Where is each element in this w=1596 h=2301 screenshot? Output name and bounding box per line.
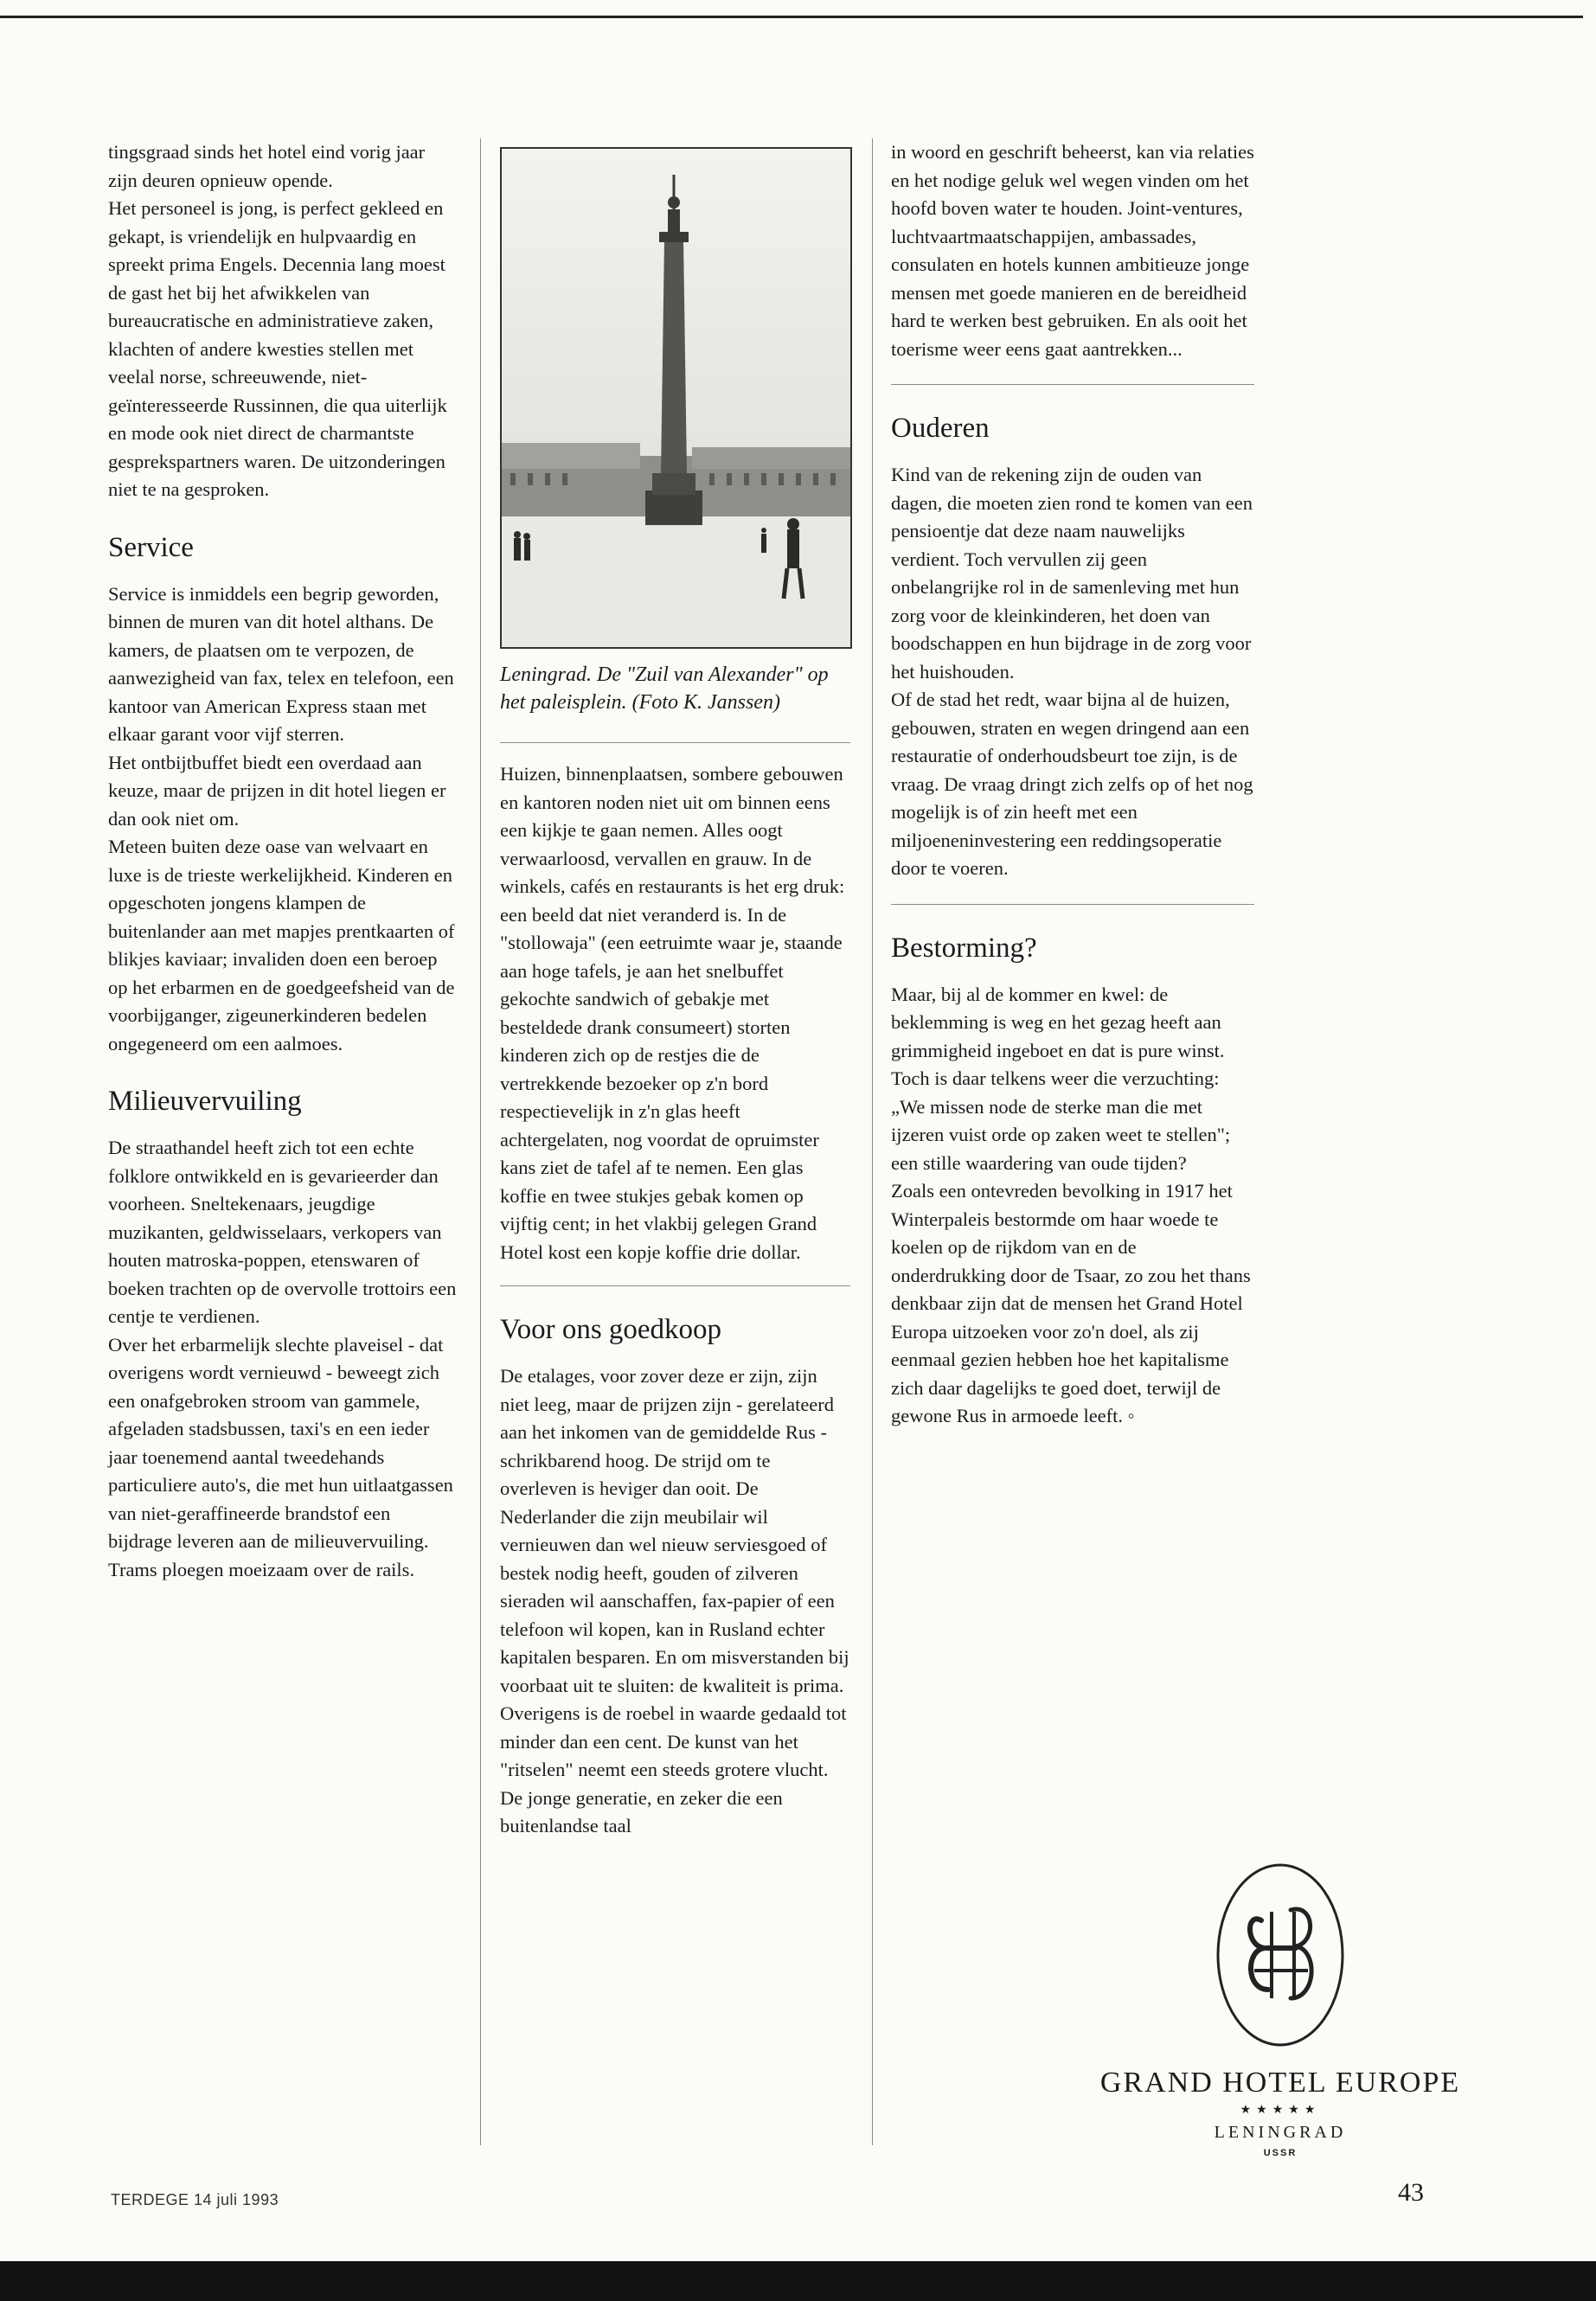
caption-rule bbox=[500, 742, 850, 743]
column-rule bbox=[480, 138, 481, 2145]
paragraph: Of de stad het redt, waar bijna al de huizen, gebouwen, straten en wegen dringend aan een restauratie of onderhoudsbeurt toe zijn, is de vraag. De vraag dringt zich zelfs op of het nog mogelijk is of zin heeft met een miljoeneninvestering een reddingsoperatie door te voeren. bbox=[891, 689, 1253, 879]
paragraph: Over het erbarmelijk slechte plaveisel - dat overigens wordt vernieuwd - beweegt zich een onafgebroken stroom van gammele, afgeladen stadsbussen, taxi's en een ieder jaar toenemend aantal tweedehands particuliere auto's, die met hun uitlaatgassen van niet-geraffineerde brandstof een bijdrage leveren aan de milieuvervuiling. Trams ploegen moeizaam over de rails. bbox=[108, 1333, 453, 1580]
photo-alexander-column bbox=[500, 147, 852, 649]
paragraph: Zoals een ontevreden bevolking in 1917 het Winterpaleis bestormde om haar woede te koelen op de rijkdom van en de onderdrukking door de Tsaar, zo zou het thans denkbaar zijn dat de mensen het Grand Hotel Europa uitzoeken voor zo'n doel, als zij eenmaal gezien hebben hoe het kapitalisme zich daar dagelijks te goed doet, terwijl de gewone Rus in armoede leeft. ◦ bbox=[891, 1180, 1251, 1426]
page-number: 43 bbox=[1398, 2178, 1424, 2207]
section-heading-voor-ons-goedkoop: Voor ons goedkoop bbox=[500, 1314, 722, 1345]
top-rule bbox=[0, 16, 1583, 18]
paragraph: in woord en geschrift beheerst, kan via relaties en het nodige geluk wel wegen vinden om het hoofd boven water te houden. Joint-ventures, luchtvaartmaatschappijen, ambassades, consulaten en hotels kunnen ambitieuze jonge mensen met goede manieren en de bereidheid hard te werken best gebruiken. En als ooit het toerisme weer eens gaat aantrekken... bbox=[891, 141, 1254, 360]
section-rule bbox=[891, 384, 1254, 385]
section-rule bbox=[500, 1285, 850, 1286]
column-3 bbox=[891, 138, 1254, 1431]
section-heading-ouderen: Ouderen bbox=[891, 413, 990, 444]
paragraph: Het ontbijtbuffet biedt een overdaad aan keuze, maar de prijzen in dit hotel liegen er dan ook niet om. bbox=[108, 751, 446, 830]
column-1 bbox=[108, 138, 458, 1584]
section-heading-bestorming: Bestorming? bbox=[891, 932, 1037, 964]
logo-stars: ★★★★★ bbox=[1240, 2104, 1321, 2117]
section-rule bbox=[891, 904, 1254, 905]
logo-hotel-name: GRAND HOTEL EUROPE bbox=[1099, 2067, 1461, 2099]
logo-country: USSR bbox=[1263, 2148, 1298, 2158]
column-rule bbox=[872, 138, 873, 2145]
grand-hotel-europe-logo bbox=[1081, 1860, 1479, 2158]
bottom-bar bbox=[0, 2261, 1596, 2301]
section-heading-service: Service bbox=[108, 531, 194, 563]
paragraph: Service is inmiddels een begrip geworden, binnen de muren van dit hotel althans. De kamers, de plaatsen om te verpozen, de aanwezigheid van fax, telex en telefoon, een kantoor van American Express staan met elkaar garant voor vijf sterren. bbox=[108, 582, 454, 745]
paragraph: Maar, bij al de kommer en kwel: de beklemming is weg en het gezag heeft aan grimmigheid ingeboet en dat is pure winst. Toch is daar telkens weer die verzuchting: „We missen node de sterke man die met ijzeren vuist orde op zaken weet te stellen"; een stille waardering van oude tijden? bbox=[891, 983, 1231, 1174]
footer-publication: TERDEGE 14 juli 1993 bbox=[111, 2191, 279, 2208]
column-2 bbox=[500, 138, 850, 1841]
monogram-icon bbox=[1211, 1860, 1349, 2050]
paragraph: Het personeel is jong, is perfect gekleed en gekapt, is vriendelijk en hulpvaardig en spreekt prima Engels. Decennia lang moest de gast het bij het afwikkelen van bureaucratische en administratieve zaken, klachten of andere kwesties stellen met veelal norse, schreeuwende, niet-geïnteresseerde Russinnen, die qua uiterlijk en mode ook niet direct de charmantste gesprekspartners waren. De uitzonderingen niet te na gesproken. bbox=[108, 197, 447, 500]
paragraph: De etalages, voor zover deze er zijn, zijn niet leeg, maar de prijzen zijn - gerelateerd aan het inkomen van de gemiddelde Rus - schrikbarend hoog. De strijd om te overleven is heviger dan ooit. De Nederlander die zijn meubilair wil vernieuwen dan wel nieuw serviesgoed of bestek nodig heeft, gouden of zilveren sieraden wil aanschaffen, fax-papier of een telefoon wil kopen, kan in Rusland echter kapitalen besparen. En om misverstanden bij voorbaat uit te sluiten: de kwaliteit is prima. Overigens is de roebel in waarde gedaald tot minder dan een cent. De kunst van het "ritselen" neemt een steeds grotere vlucht. De jonge generatie, en zeker die een buitenlandse taal bbox=[500, 1365, 849, 1836]
paragraph: Meteen buiten deze oase van welvaart en luxe is de trieste werkelijkheid. Kinderen en opgeschoten jongens klampen de buitenlander aan met mapjes prentkaarten of blikjes kaviaar; invaliden doen een beroep op het erbarmen en de goedgeefsheid van de voorbijganger, zigeunerkinderen bedelen ongegeneerd om een aalmoes. bbox=[108, 836, 455, 1054]
paragraph: Kind van de rekening zijn de ouden van dagen, die moeten zien rond te komen van een pensioentje dat deze naam nauwelijks verdient. Toch vervullen zij geen onbelangrijke rol in de samenleving met hun zorg voor de kleinkinderen, het doen van boodschappen en hun bijdrage in de zorg voor het huishouden. bbox=[891, 464, 1253, 683]
section-heading-milieuvervuiling: Milieuvervuiling bbox=[108, 1086, 302, 1117]
paragraph: Huizen, binnenplaatsen, sombere gebouwen en kantoren noden niet uit om binnen eens een kijkje te gaan nemen. Alles oogt verwaarloosd, vervallen en grauw. In de winkels, cafés en restaurants is het erg druk: een beeld dat niet veranderd is. In de "stollowaja" (een eetruimte waar je, staande aan hoge tafels, je aan het snelbuffet gekochte sandwich of gebakje met besteldede drank consumeert) storten kinderen zich op de restjes die de vertrekkende bezoeker op z'n bord respectievelijk in z'n glas heeft achtergelaten, nog voordat de opruimster kans ziet de tafel af te nemen. Een glas koffie en twee stukjes gebak komen op vijftig cent; in het vlakbij gelegen Grand Hotel kost een kopje koffie drie dollar. bbox=[500, 763, 845, 1263]
paragraph: De straathandel heeft zich tot een echte folklore ontwikkeld en is gevarieerder dan voorheen. Sneltekenaars, jeugdige muzikanten, geldwisselaars, verkopers van houten matroska-poppen, etenswaren of boeken trachten op de overvolle trottoirs een centje te verdienen. bbox=[108, 1137, 457, 1327]
paragraph: tingsgraad sinds het hotel eind vorig jaar zijn deuren opnieuw opende. bbox=[108, 141, 426, 191]
photo-caption: Leningrad. De "Zuil van Alexander" op het paleisplein. (Foto K. Janssen) bbox=[500, 663, 829, 714]
logo-city: LENINGRAD bbox=[1214, 2123, 1347, 2142]
